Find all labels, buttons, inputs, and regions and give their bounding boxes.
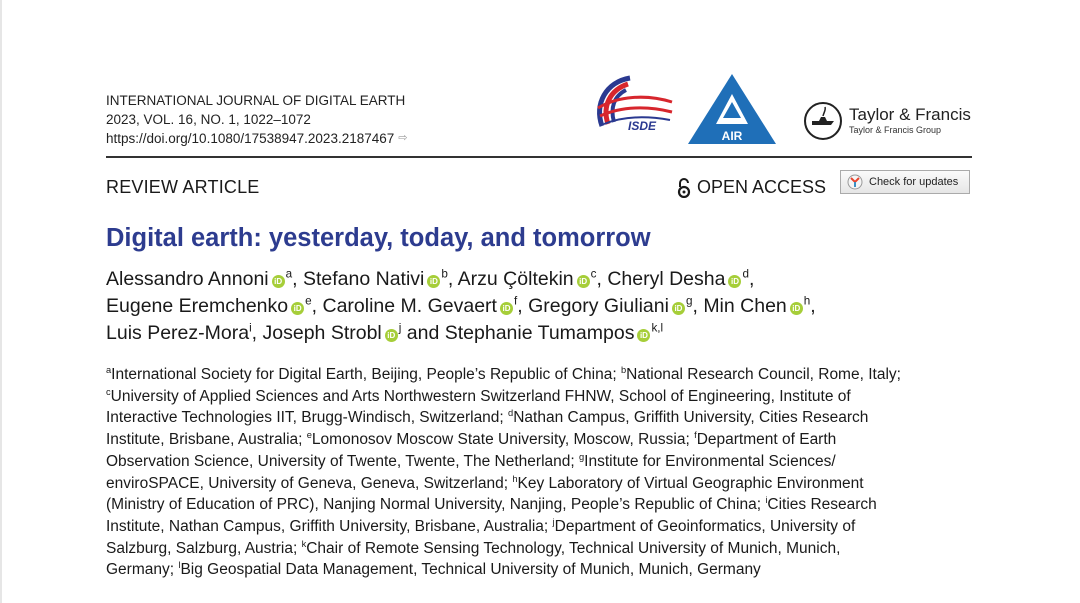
taylor-francis-logo [803,101,971,141]
affiliation-line [106,386,976,408]
affiliation-text: Big Geospatial Data Management, Technical University of Munich, Munich, Germany [180,561,761,579]
affiliation-text: Key Laboratory of Virtual Geographic Environment [517,474,864,492]
affiliation-marker: a [106,364,112,375]
orcid-icon[interactable]: iD [291,302,304,315]
author-name: Eugene Eremchenko [106,295,289,317]
journal-citation: 2023, VOL. 16, NO. 1, 1022–1072 [106,112,311,127]
affiliation-text: Institute, Brisbane, Australia; [106,431,307,449]
tf-text [849,106,971,136]
journal-name: INTERNATIONAL JOURNAL OF DIGITAL EARTH [106,93,406,108]
check-for-updates-button[interactable] [840,170,970,194]
affiliation-marker: h [512,473,518,484]
author [263,322,402,344]
affiliation-text: enviroSPACE, University of Geneva, Geneva, Switzerland; [106,474,513,492]
check-for-updates-label: Check for updates [869,176,959,188]
orcid-icon[interactable]: iD [790,302,803,315]
author-separator: , [748,268,755,290]
author-name: Alessandro Annoni [106,268,269,290]
author-line [106,293,976,320]
author-name: Gregory Giuliani [528,295,669,317]
affiliation-text: Interactive Technologies IIT, Brugg-Windisch, Switzerland; [106,409,509,427]
affiliation-text: Germany; [106,561,179,579]
affiliation-text: Department of Geoinformatics, University of [554,517,856,535]
affiliation-text: Institute, Nathan Campus, Griffith University, Brisbane, Australia; [106,517,553,535]
author-separator: , [292,268,303,290]
author-affiliation-marker: j [398,321,402,335]
affiliation-marker: j [552,516,555,527]
author-affiliation-marker: k,l [651,321,664,335]
page-edge [0,0,2,603]
affiliation-line [106,538,976,560]
external-link-icon: ⇨ [398,132,408,144]
affiliation-marker: f [694,429,697,440]
tf-name: Taylor & Francis [849,105,971,124]
author [106,295,312,317]
affiliation-marker: k [301,538,307,549]
author-separator: , [692,295,704,317]
open-access-badge [676,177,826,198]
author-affiliation-marker: g [685,294,693,308]
author [607,268,749,290]
author-name: Arzu Çöltekin [457,268,574,290]
article-type: REVIEW ARTICLE [106,177,260,197]
affiliation-text: Lomonosov Moscow State University, Moscow, Russia; [311,431,695,449]
author-name: Cheryl Desha [607,268,726,290]
open-lock-icon [676,178,692,198]
affiliation-line [106,516,976,538]
journal-info [106,91,407,148]
isde-logo [588,70,674,146]
author-separator: , [517,295,529,317]
isde-logo-text: ISDE [628,119,657,133]
author-affiliation-marker: i [249,321,252,335]
author-affiliation-marker: e [305,294,312,308]
publisher-logos [588,70,978,148]
air-logo-text: AIR [721,129,743,143]
affiliation-text: University of Applied Sciences and Arts Northwestern Switzerland FHNW, School of Engineering, Institute of [110,387,851,405]
affiliation-line [106,429,976,451]
author-affiliation-marker: d [742,267,749,281]
orcid-icon[interactable]: iD [637,329,650,342]
tf-group: Taylor & Francis Group [849,125,942,135]
author-separator: , [447,268,458,290]
author [703,295,810,317]
affiliation-text: Observation Science, University of Twente, Twente, The Netherland; [106,452,579,470]
tf-lamp-icon [803,101,843,141]
author-name: Stefano Nativi [302,268,425,290]
affiliation-text: International Society for Digital Earth, Beijing, People’s Republic of China; [111,366,621,383]
author [528,295,692,317]
affiliation-text: Institute for Environmental Sciences/ [584,452,836,470]
affiliation-text: Cities Research [767,496,877,514]
affiliation-text: National Research Council, Rome, Italy; [626,366,901,383]
author [106,322,252,344]
orcid-icon[interactable]: iD [500,302,513,315]
author [322,295,517,317]
author [106,268,292,290]
author-line [106,320,976,347]
author-separator: , [311,295,323,317]
author-list [106,266,976,347]
affiliation-marker: i [765,495,768,506]
orcid-icon[interactable]: iD [427,275,440,288]
author-name: Luis Perez-Mora [106,322,250,344]
affiliation-marker: c [106,386,111,397]
author-name: Caroline M. Gevaert [322,295,497,317]
affiliation-line [106,473,976,495]
affiliation-text: Nathan Campus, Griffith University, Cities Research [513,409,869,427]
affiliation-line [106,364,976,386]
affiliation-marker: g [579,451,585,462]
open-access-label: OPEN ACCESS [697,177,827,197]
orcid-icon[interactable]: iD [577,275,590,288]
author-affiliation-marker: h [803,294,811,308]
affiliation-marker: l [178,560,181,571]
orcid-icon[interactable]: iD [385,329,398,342]
affiliation-line [106,407,976,429]
affiliation-marker: e [306,429,312,440]
article-title: Digital earth: yesterday, today, and tomorrow [106,224,651,252]
author-separator: , [596,268,608,290]
author-separator: , [810,295,816,317]
author-name: Joseph Strobl [262,322,382,344]
crossmark-icon [847,174,863,190]
author-name: Min Chen [703,295,787,317]
affiliation-marker: d [508,408,514,419]
affiliations [106,364,976,581]
author-affiliation-marker: b [441,267,448,281]
orcid-icon[interactable]: iD [672,302,685,315]
author [303,268,448,290]
doi-link[interactable]: https://doi.org/10.1080/17538947.2023.2187467 [106,131,395,146]
air-logo [686,72,778,148]
affiliation-line [106,559,976,581]
author-line [106,266,976,293]
author-affiliation-marker: a [285,267,293,281]
author-separator: , [251,322,263,344]
header-rule [106,156,972,158]
author [445,322,663,344]
affiliation-line [106,494,976,516]
orcid-icon[interactable]: iD [272,275,285,288]
doi-row [106,129,407,148]
affiliation-text: Department of Earth [696,431,837,449]
author-affiliation-marker: c [590,267,597,281]
affiliation-text: Salzburg, Salzburg, Austria; [106,539,302,557]
author-affiliation-marker: f [513,294,518,308]
affiliation-marker: b [620,364,627,375]
author [458,268,597,290]
affiliation-text: Chair of Remote Sensing Technology, Technical University of Munich, Munich, [306,539,841,557]
affiliation-text: (Ministry of Education of PRC), Nanjing Normal University, Nanjing, People’s Republic of China; [106,496,766,514]
author-separator: and [401,322,445,344]
author-name: Stephanie Tumampos [444,322,635,344]
orcid-icon[interactable]: iD [728,275,741,288]
affiliation-line [106,451,976,473]
